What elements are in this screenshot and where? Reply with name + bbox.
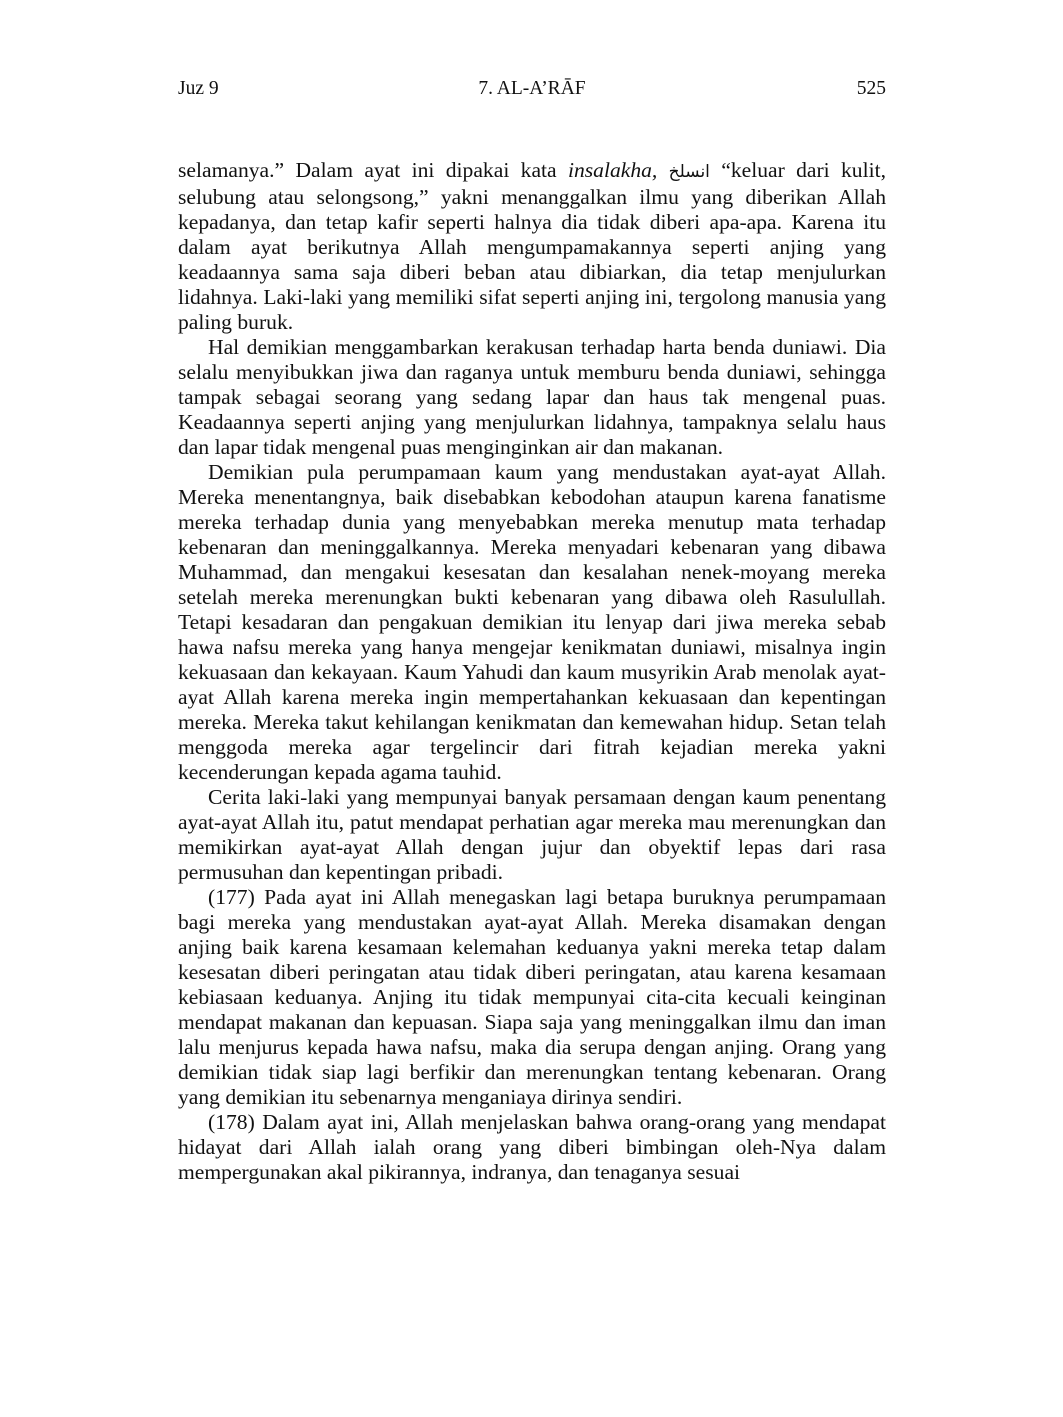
paragraph-2: Hal demikian menggambarkan kerakusan terhadap harta benda duniawi. Dia selalu menyibukkan jiwa dan raganya untuk memburu benda duniawi, sehingga tampak sebagai seorang yang sedang lapar dan haus tak mengenal puas. Keadaannya seperti anjing yang menjulurkan lidahnya, tampaknya selalu haus dan lapar tidak mengenal puas menginginkan air dan makanan.	[178, 335, 886, 459]
paragraph-1-rest: “keluar dari kulit, selubung atau selongsong,” yakni menanggalkan ilmu yang diberikan Allah kepadanya, dan tetap kafir seperti halnya dia tidak diberi apa-apa. Karena itu dalam ayat berikutnya Allah mengumpamakannya seperti anjing yang keadaannya sama saja diberi beban atau dibiarkan, dia tetap menjulurkan lidahnya. Laki-laki yang memiliki sifat seperti anjing ini, tergolong manusia yang paling buruk.	[178, 158, 886, 334]
juz-label: Juz 9	[178, 78, 219, 99]
paragraph-1-intro: selamanya.” Dalam ayat ini dipakai kata	[178, 158, 568, 182]
paragraph-4: Cerita laki-laki yang mempunyai banyak persamaan dengan kaum penentang ayat-ayat Allah itu, patut mendapat perhatian agar mereka mau merenungkan dan memikirkan ayat-ayat Allah dengan jujur dan obyektif lepas dari rasa permusuhan dan kepentingan pribadi.	[178, 785, 886, 884]
transliterated-term: insalakha,	[567, 158, 658, 182]
paragraph-1	[178, 158, 886, 335]
arabic-term: انسلخ	[668, 162, 710, 182]
paragraph-verse-178: (178) Dalam ayat ini, Allah menjelaskan bahwa orang-orang yang mendapat hidayat dari Allah ialah orang yang diberi bimbingan oleh-Nya dalam mempergunakan akal pikirannya, indranya, dan tenaganya sesuai	[178, 1110, 886, 1184]
running-header	[178, 76, 886, 102]
body-text	[178, 158, 886, 1185]
paragraph-3: Demikian pula perumpamaan kaum yang mendustakan ayat-ayat Allah. Mereka menentangnya, baik disebabkan kebodohan ataupun karena fanatisme mereka terhadap dunia yang menyebabkan mereka menutup mata terhadap kebenaran dan meninggalkannya. Mereka menyadari kebenaran yang dibawa Muhammad, dan mengakui kesesatan dan kesalahan nenek-moyang mereka setelah mereka merenungkan bukti kebenaran yang dibawa oleh Rasulullah. Tetapi kesadaran dan pengakuan demikian itu lenyap dari jiwa mereka sebab hawa nafsu mereka yang hanya mengejar kenikmatan duniawi, misalnya ingin kekuasaan dan kekayaan. Kaum Yahudi dan kaum musyrikin Arab menolak ayat-ayat Allah karena mereka ingin mempertahankan kekuasaan dan kepentingan mereka. Mereka takut kehilangan kenikmatan dan kemewahan hidup. Setan telah menggoda mereka agar tergelincir dari fitrah kejadian mereka yakni kecenderungan kepada agama tauhid.	[178, 460, 886, 784]
surah-title: 7. AL-A’RĀF	[478, 78, 586, 99]
page-number: 525	[856, 78, 886, 99]
paragraph-verse-177: (177) Pada ayat ini Allah menegaskan lagi betapa buruknya perumpamaan bagi mereka yang mendustakan ayat-ayat Allah. Mereka disamakan dengan anjing baik karena kesamaan kelemahan keduanya yakni mereka tetap dalam kesesatan diberi peringatan atau tidak diberi peringatan, atau karena kesamaan kebiasaan keduanya. Anjing itu tidak mempunyai cita-cita kecuali keinginan mendapat makanan dan kepuasan. Siapa saja yang meninggalkan ilmu dan iman lalu menjurus kepada hawa nafsu, maka dia serupa dengan anjing. Orang yang demikian tidak siap lagi berfikir dan merenungkan tentang kebenaran. Orang yang demikian itu sebenarnya menganiaya dirinya sendiri.	[178, 885, 886, 1109]
